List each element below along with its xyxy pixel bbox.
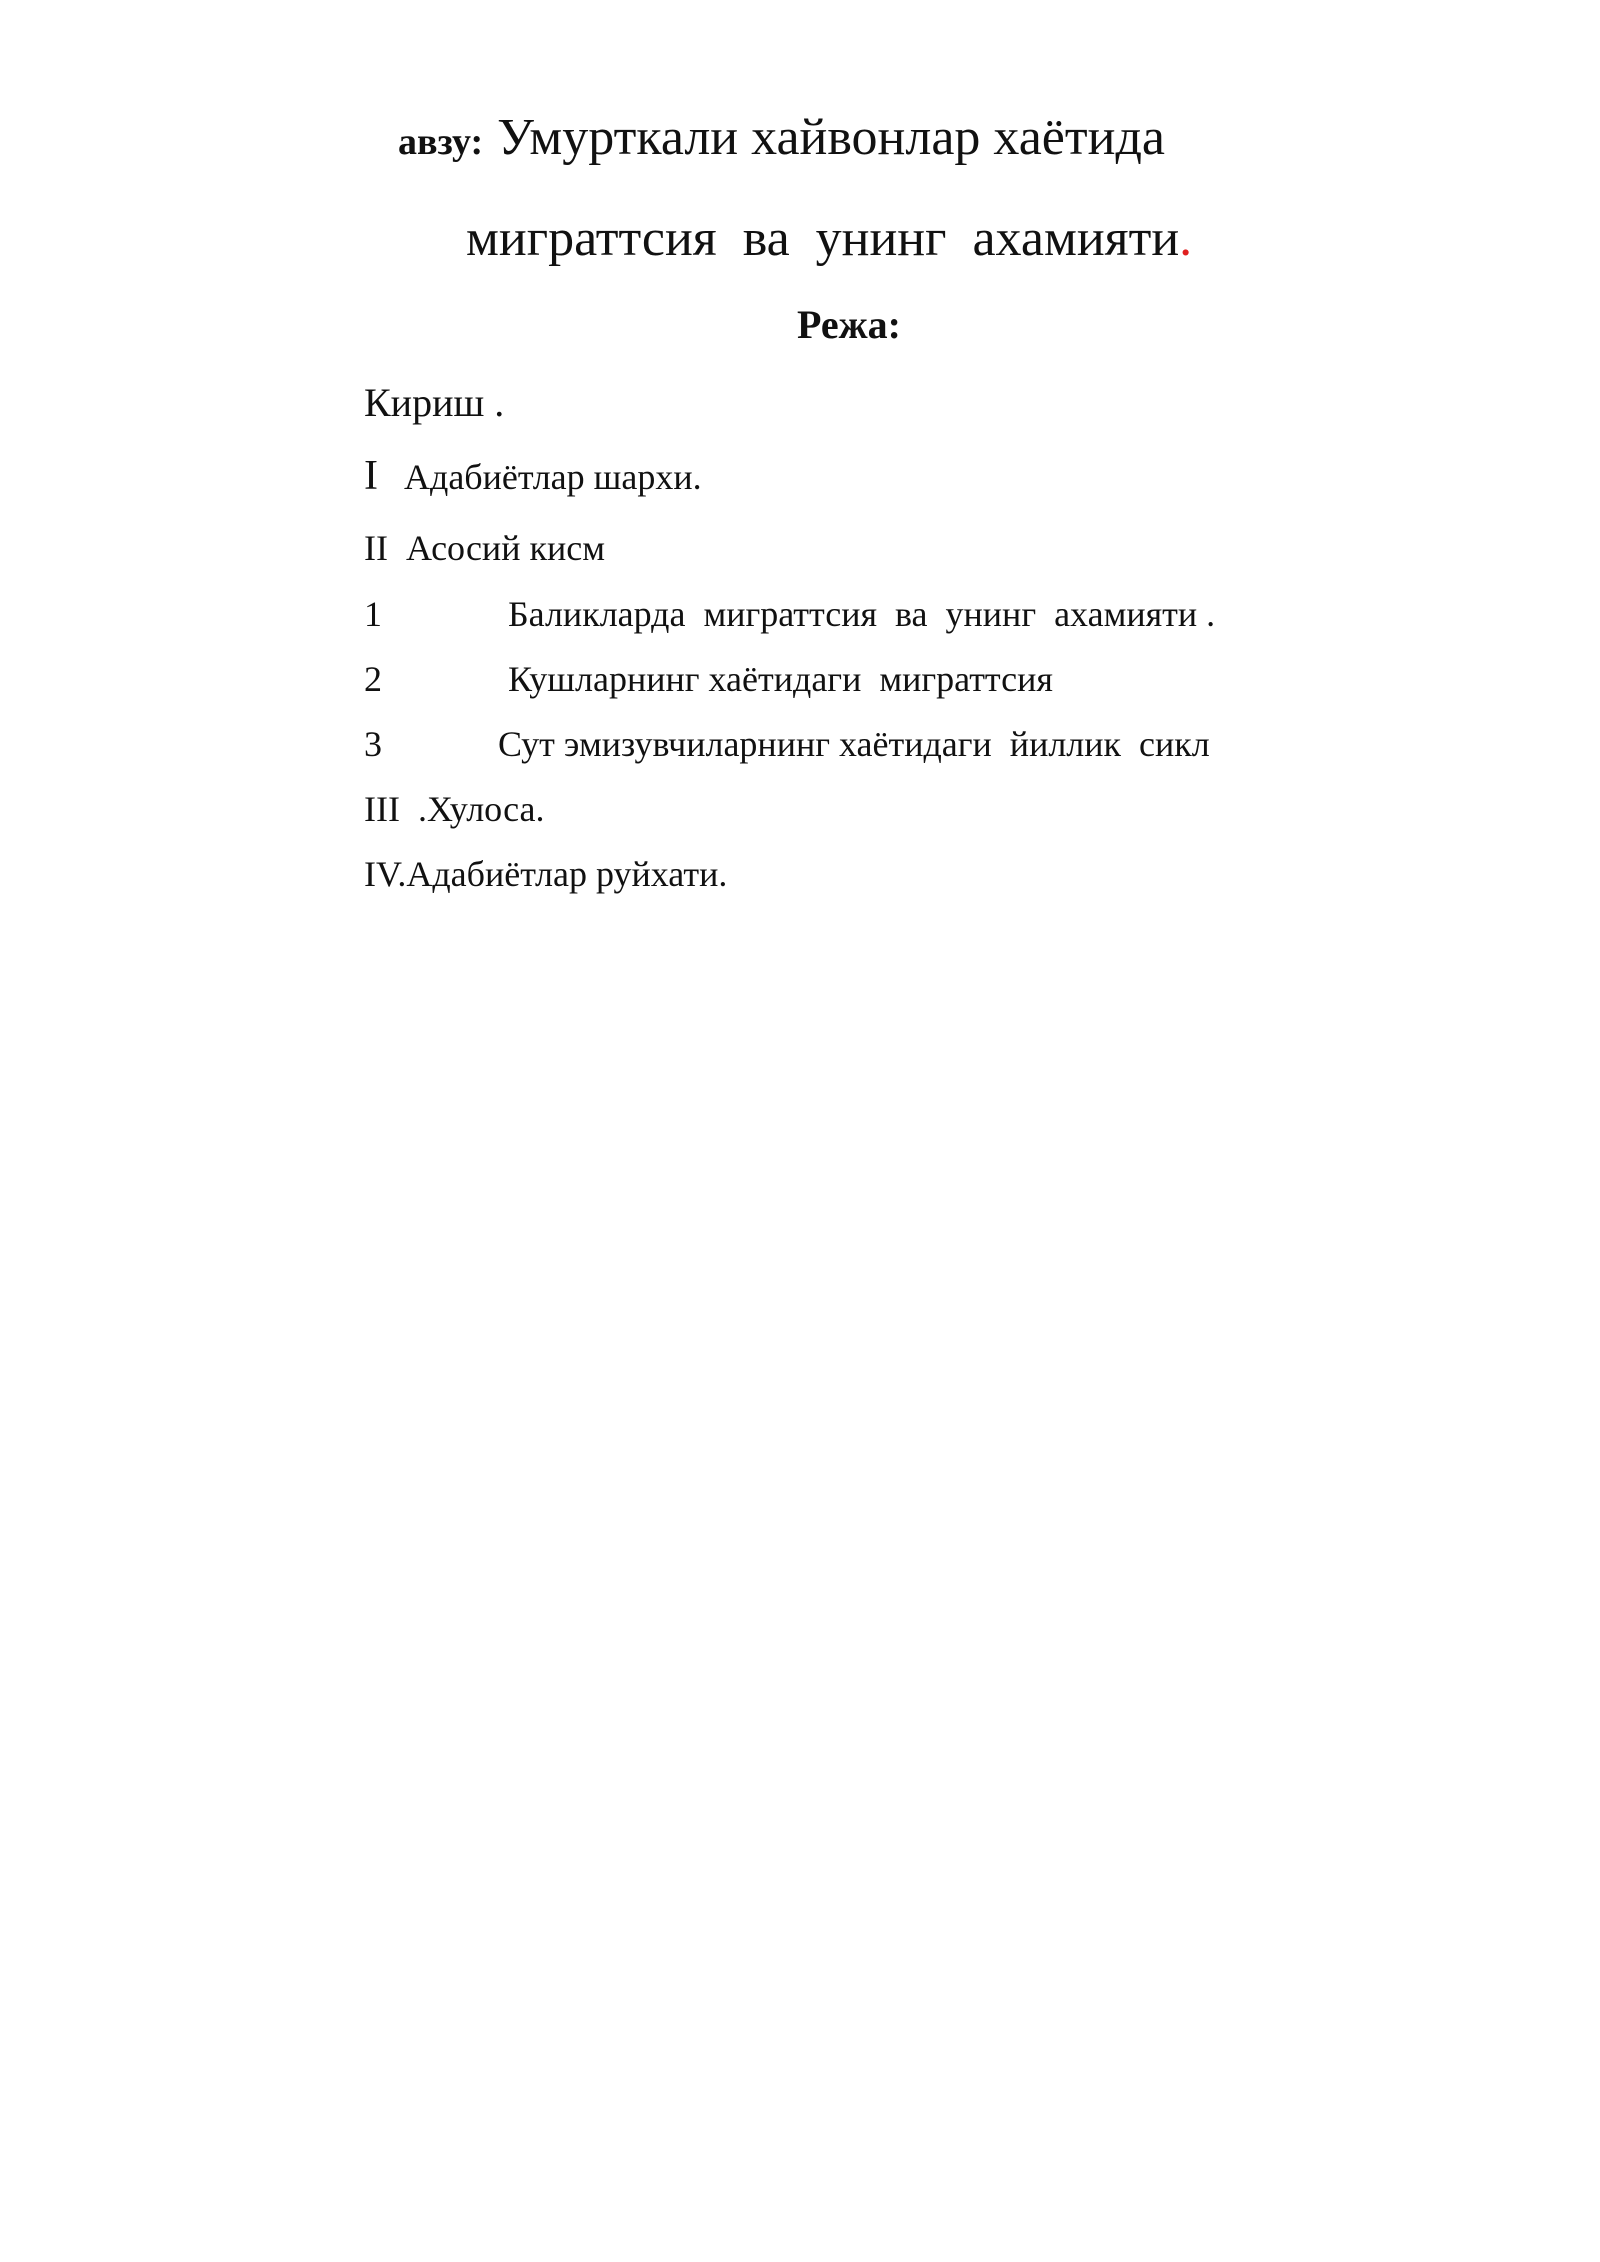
title-text-continued: миграттсия ва унинг ахамияти — [466, 210, 1180, 267]
toc-item-fish-migration: Баликларда миграттсия ва унинг ахамияти . — [508, 594, 1216, 634]
toc-literature-review — [364, 455, 702, 497]
title-text: Умурткали хайвонлар хаётида — [497, 109, 1165, 166]
document-title-line-2 — [466, 210, 1193, 267]
toc-conclusion: III .Хулоса. — [364, 789, 545, 829]
toc-introduction: Кириш . — [364, 380, 505, 425]
toc-main-part: II Асосий кисм — [364, 528, 605, 568]
toc-lit-numeral: I — [364, 453, 378, 499]
document-title-line-1 — [398, 109, 1165, 166]
toc-item-number: 2 — [364, 659, 382, 699]
plan-heading: Режа: — [797, 302, 901, 347]
toc-item-number: 1 — [364, 594, 382, 634]
toc-item-mammal-cycle: Сут эмизувчиларнинг хаётидаги йиллик сикл — [498, 724, 1210, 764]
title-red-period: . — [1179, 210, 1193, 267]
toc-item-number: 3 — [364, 724, 382, 764]
title-prefix: авзу: — [398, 121, 484, 163]
toc-item-bird-migration: Кушларнинг хаётидаги миграттсия — [508, 659, 1053, 699]
toc-lit-label: Адабиётлар шархи. — [404, 457, 702, 497]
toc-references: IV.Адабиётлар руйхати. — [364, 854, 728, 894]
